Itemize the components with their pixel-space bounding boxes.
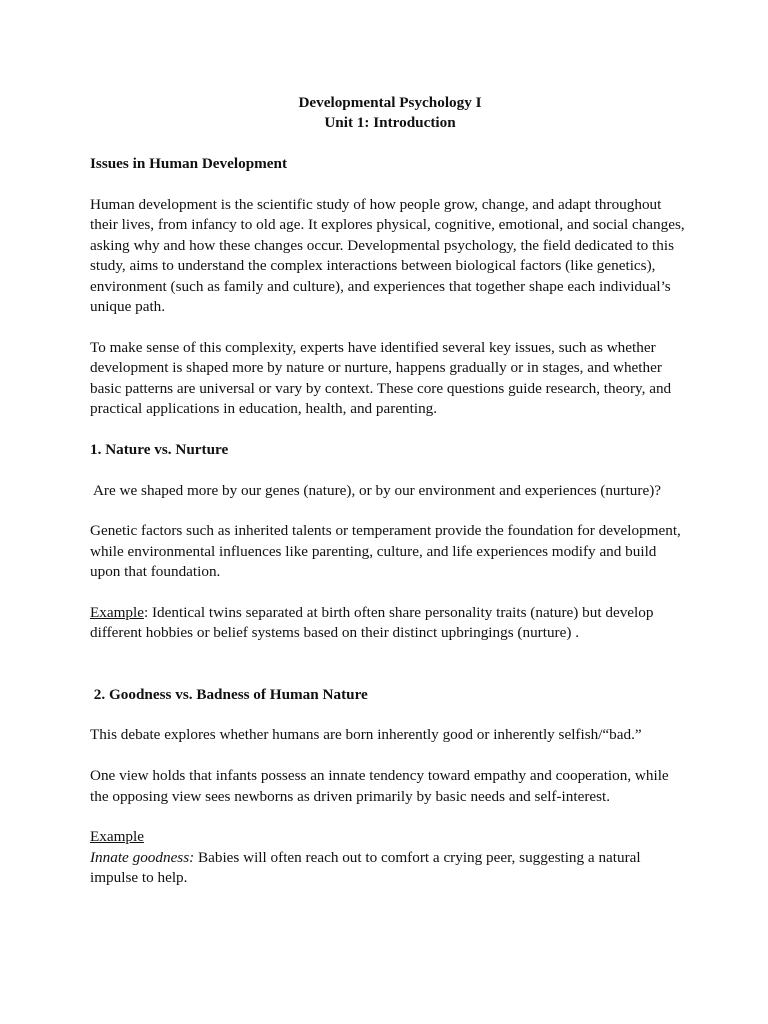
spacer — [90, 134, 690, 154]
issue2-body: One view holds that infants possess an innate tendency toward empathy and cooperation, while the opposing view sees newborns as driven primarily by basic needs and self-interest. — [90, 767, 669, 805]
innate-goodness-text: Babies will often reach out to comfort a crying peer, suggesting a natural impulse to help. — [90, 848, 641, 887]
issue1-question: Are we shaped more by our genes (nature), or by our environment and experiences (nurture)? — [90, 481, 661, 499]
spacer — [90, 317, 690, 337]
issue2-intro: This debate explores whether humans are born inherently good or inherently selfish/“bad.” — [90, 726, 642, 744]
example-text: : Identical twins separated at birth often share personality traits (nature) but develop different hobbies or belief systems based on their distinct upbringings (nurture) . — [90, 604, 654, 642]
spacer — [90, 460, 690, 480]
spacer — [90, 746, 690, 766]
document-title: Developmental Psychology I — [298, 94, 482, 111]
spacer — [90, 705, 690, 725]
example-label: Example — [90, 604, 144, 622]
spacer — [90, 807, 690, 827]
spacer — [90, 583, 690, 603]
intro-paragraph-1: Human development is the scientific study of how people grow, change, and adapt throughout their lives, from infancy to old age. It explores physical, cognitive, emotional, and social changes, asking why and how these changes occur. Developmental psychology, the field dedicated to this study, aims to understand the complex interactions between biological factors (like genetics), environment (such as family and culture), and experiences that together shape each individual’s unique path. — [90, 196, 685, 316]
document-body — [90, 93, 690, 889]
issue2-innate-goodness — [90, 848, 690, 889]
unit-title: Unit 1: Introduction — [324, 114, 456, 132]
issue1-example — [90, 603, 690, 644]
issue1-heading: 1. Nature vs. Nurture — [90, 440, 229, 458]
intro-paragraph-2: To make sense of this complexity, experts have identified several key issues, such as whether development is shaped more by nature or nurture, happens gradually or in stages, and whether basic patterns are universal or vary by context. These core questions guide research, theory, and practical applications in education, health, and parenting. — [90, 338, 672, 418]
spacer — [90, 419, 690, 439]
spacer — [90, 644, 690, 685]
issue2-heading: 2. Goodness vs. Badness of Human Nature — [90, 685, 368, 703]
issue1-body: Genetic factors such as inherited talents or temperament provide the foundation for development, while environmental influences like parenting, culture, and life experiences modify and build upon that foundation. — [90, 522, 681, 581]
innate-goodness-label: Innate goodness: — [90, 848, 195, 866]
section-heading: Issues in Human Development — [90, 155, 288, 173]
spacer — [90, 501, 690, 521]
issue2-example-label: Example — [90, 828, 144, 846]
spacer — [90, 175, 690, 195]
